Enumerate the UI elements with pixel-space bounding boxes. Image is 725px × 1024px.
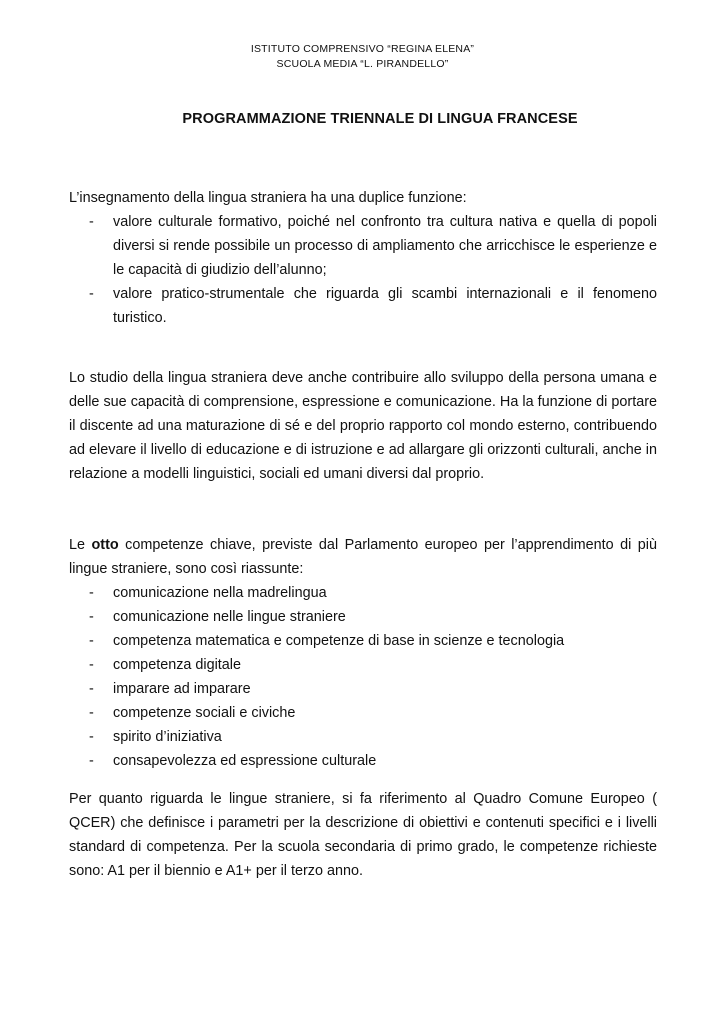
- intro-text: L’insegnamento della lingua straniera ha una duplice funzione:: [69, 190, 467, 206]
- list-item: [69, 581, 657, 605]
- competences-prefix: Le: [69, 537, 92, 553]
- paragraph-study: [69, 366, 657, 486]
- dash-bullet: -: [89, 214, 94, 230]
- dash-bullet: -: [89, 753, 94, 769]
- dash-bullet: -: [89, 657, 94, 673]
- dash-bullet: -: [89, 705, 94, 721]
- list-item: [69, 653, 657, 677]
- list-item: [69, 282, 657, 330]
- competences-suffix: competenze chiave, previste dal Parlamento europeo per l’apprendimento di più lingue straniere, sono così riassunte:: [69, 537, 657, 577]
- list-item-text: consapevolezza ed espressione culturale: [113, 753, 377, 769]
- dash-bullet: -: [89, 286, 94, 302]
- list-item-text: comunicazione nelle lingue straniere: [113, 609, 346, 625]
- paragraph-text: Per quanto riguarda le lingue straniere, si fa riferimento al Quadro Comune Europeo ( QCER) che definisce i parametri per la descrizione di obiettivi e contenuti specifici e i livelli standard di competenza. Per la scuola secondaria di primo grado, le competenze richieste sono: A1 per il biennio e A1+ per il terzo anno.: [69, 791, 657, 879]
- list-item: [69, 605, 657, 629]
- dash-bullet: -: [89, 681, 94, 697]
- list-item: [69, 210, 657, 282]
- list-item-text: valore culturale formativo, poiché nel confronto tra cultura nativa e quella di popoli diversi si rende possibile un processo di ampliamento che arricchisce le esperienze e le capacità di giudizio dell’alunno;: [113, 214, 657, 278]
- list-item-text: competenza digitale: [113, 657, 241, 673]
- competences-intro: [69, 533, 657, 581]
- function-list: [69, 210, 657, 330]
- paragraph-text: Lo studio della lingua straniera deve anche contribuire allo sviluppo della persona umana e delle sue capacità di comprensione, espressione e comunicazione. Ha la funzione di portare il discente ad una maturazione di sé e del proprio rapporto col mondo esterno, contribuendo ad elevare il livello di educazione e di istruzione e ad allargare gli orizzonti culturali, anche in relazione a modelli linguistici, sociali ed umani diversi dal proprio.: [69, 370, 657, 482]
- list-item: [69, 701, 657, 725]
- list-item: [69, 749, 657, 773]
- header-school: SCUOLA MEDIA “L. PIRANDELLO”: [276, 58, 449, 70]
- intro-section: [69, 186, 657, 330]
- list-item-text: comunicazione nella madrelingua: [113, 585, 327, 601]
- dash-bullet: -: [89, 729, 94, 745]
- list-item-text: spirito d’iniziativa: [113, 729, 222, 745]
- competences-list: [69, 581, 657, 773]
- list-item-text: competenza matematica e competenze di base in scienze e tecnologia: [113, 633, 565, 649]
- list-item-text: valore pratico-strumentale che riguarda gli scambi internazionali e il fenomeno turistico.: [113, 286, 657, 326]
- school-header: [0, 42, 725, 72]
- paragraph-competences: [69, 533, 657, 773]
- competences-count: otto: [91, 537, 119, 553]
- paragraph-qcer: [69, 787, 657, 883]
- list-item: [69, 629, 657, 653]
- dash-bullet: -: [89, 633, 94, 649]
- dash-bullet: -: [89, 609, 94, 625]
- header-institute: ISTITUTO COMPRENSIVO “REGINA ELENA”: [250, 43, 475, 55]
- list-item-text: competenze sociali e civiche: [113, 705, 296, 721]
- list-item-text: imparare ad imparare: [113, 681, 251, 697]
- list-item: [69, 677, 657, 701]
- list-item: [69, 725, 657, 749]
- document-title: PROGRAMMAZIONE TRIENNALE DI LINGUA FRANCESE: [182, 111, 578, 127]
- dash-bullet: -: [89, 585, 94, 601]
